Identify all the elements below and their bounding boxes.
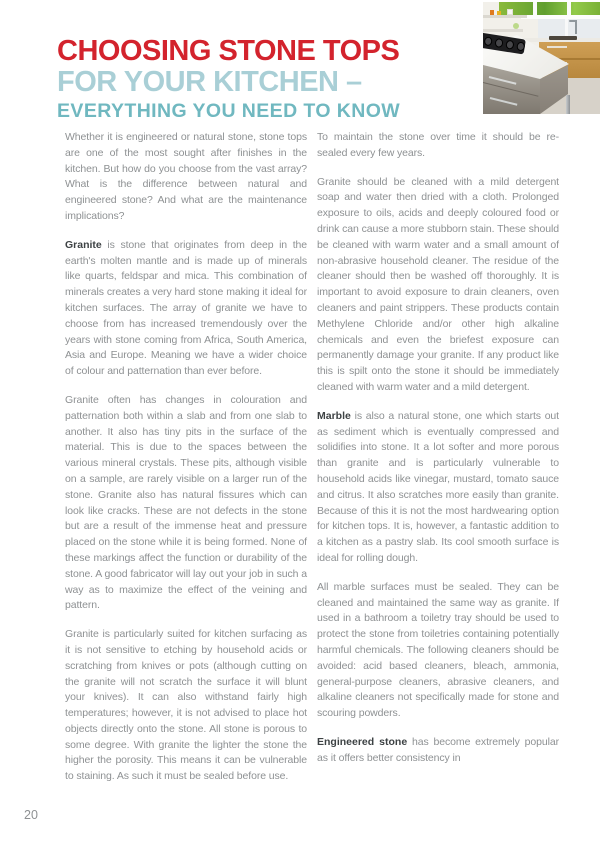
- photo-shelf-item-yellow: [497, 11, 501, 15]
- paragraph-text: To maintain the stone over time it should be re-sealed every few years.: [317, 131, 559, 159]
- column-left: [65, 130, 307, 798]
- paragraph-lead: Engineered stone: [317, 735, 408, 748]
- photo-hob-burner: [484, 36, 493, 46]
- article-header: [57, 36, 477, 121]
- photo-wall-shelf-upper: [483, 15, 527, 18]
- paragraph-granite-cleaning: [317, 175, 559, 396]
- photo-window-mullion: [533, 2, 537, 15]
- photo-window-greenery: [499, 2, 600, 15]
- paragraph-lead: Granite: [65, 238, 102, 251]
- paragraph-intro: [65, 130, 307, 225]
- paragraph-marble: [317, 409, 559, 567]
- photo-hob-burner: [494, 38, 503, 48]
- page-number: 20: [24, 808, 38, 822]
- paragraph-text: All marble surfaces must be sealed. They can be cleaned and maintained the same way as granite. If used in a bathroom a toiletry tray should be used to protect the stone from toiletries containing potentially harmful chemicals. The following cleaners should be avoided: acid based cleaners, bleach, ammonia, general-purpose cleaners, abrasive cleaners, and alkaline cleaners not specifically made for stone and scouring powders.: [317, 580, 559, 720]
- paragraph-resealing: [317, 130, 559, 162]
- photo-shelf-item-jug: [507, 9, 513, 15]
- photo-plant: [513, 23, 519, 29]
- photo-window-mullion: [567, 2, 571, 15]
- paragraph-text: Granite should be cleaned with a mild detergent soap and water then dried with a cloth. Prolonged exposure to oils, acids and deeply coloured food or drink can cause a more stubborn stain. These should be cleaned with warm water and a small amount of non-abrasive household cleaner. The residue of the cleaner should then be washed off thoroughly. It is important to avoid exposure to drain cleaners, oven cleaners and paint strippers. These products contain Methylene Chloride and/or other high alkaline chemicals and even the briefest exposure can permanently damage your granite. If any product like this is spilt onto the stone it should be immediately cleaned with warm water and a mild detergent.: [317, 175, 559, 393]
- paragraph-text: Granite is particularly suited for kitchen surfacing as it is not sensitive to etching by household acids or scratching from knives or pots (although cutting on the granite will not scratch the surface it will blunt your knives). It can also withstand fairly high temperatures; however, it is not advised to place hot objects directly onto the stone. All stone is porous to some degree. With granite the lighter the stone the higher the porosity. This means it can be vulnerable to staining. As such it must be sealed before use.: [65, 628, 307, 783]
- paragraph-granite-suitability: [65, 627, 307, 785]
- photo-faucet: [575, 20, 577, 34]
- photo-hob-burner: [505, 40, 514, 50]
- photo-hob-burner: [516, 41, 525, 51]
- column-right: [317, 130, 559, 798]
- paragraph-text: is stone that originates from deep in the earth's molten mantle and is made up of minerals like quarts, feldspar and mica. This combination of minerals creates a very hard stone making it ideal for kitchen surfaces. The array of granite we have to choose from has increased tremendously over the years with stone coming from Africa, South America, Asia and Europe. Meaning we have a wider choice of colour and patternation than ever before.: [65, 238, 307, 378]
- paragraph-text: Whether it is engineered or natural stone, stone tops are one of the most sought after finishes in the kitchen. But how do you choose from the vast array? What is the difference between natural and engineered stone? And what are the maintenance implications?: [65, 131, 307, 222]
- photo-cabinet-handle: [547, 46, 567, 48]
- kitchen-photo: [483, 2, 600, 114]
- paragraph-text: has become extremely popular as it offers better consistency in: [317, 735, 560, 764]
- paragraph-text: Granite often has changes in colouration and patternation both within a slab and from one slab to another. It also has tiny pits in the surface of the material. This is due to the spaces between the various mineral crystals. These pits, although visible on a sample, are rarely visible on a larger run of the stone. Granite also has natural fissures which can look like cracks. These are not defects in the stone but are a result of the immense heat and pressure placed on the stone while it is being formed. None of these markings affect the function or durability of the stone. A good fabricator will lay out your job in such a way as to maximize the effect of the veining and pattern.: [65, 393, 307, 612]
- photo-sink: [549, 36, 577, 40]
- paragraph-text: is also a natural stone, one which starts out as sediment which is eventually compressed and solidifies into stone. It a lot softer and more porous than granite and is particularly vulnerable to household acids like vinegar, mustard, tomato sauce and citrus. It also scratches more easily than granite. Because of this it is not the most hardwearing option for kitchen tops. It is, however, a fantastic addition to a kitchen as a pastry slab. Its cool smooth surface is ideal for rolling dough.: [317, 409, 559, 564]
- article-body: [65, 130, 559, 798]
- photo-wall-shelf-lower: [483, 29, 523, 32]
- paragraph-lead: Marble: [317, 409, 351, 422]
- paragraph-granite-variation: [65, 393, 307, 614]
- paragraph-marble-care: [317, 580, 559, 722]
- page-subtitle: FOR YOUR KITCHEN –: [57, 66, 362, 98]
- page-title: CHOOSING STONE TOPS: [57, 35, 400, 67]
- paragraph-engineered-stone: [317, 735, 559, 767]
- paragraph-granite-origin: [65, 238, 307, 380]
- photo-island-leg: [566, 95, 570, 114]
- page-tagline: EVERYTHING YOU NEED TO KNOW: [57, 100, 401, 122]
- photo-shelf-item-orange: [490, 10, 494, 15]
